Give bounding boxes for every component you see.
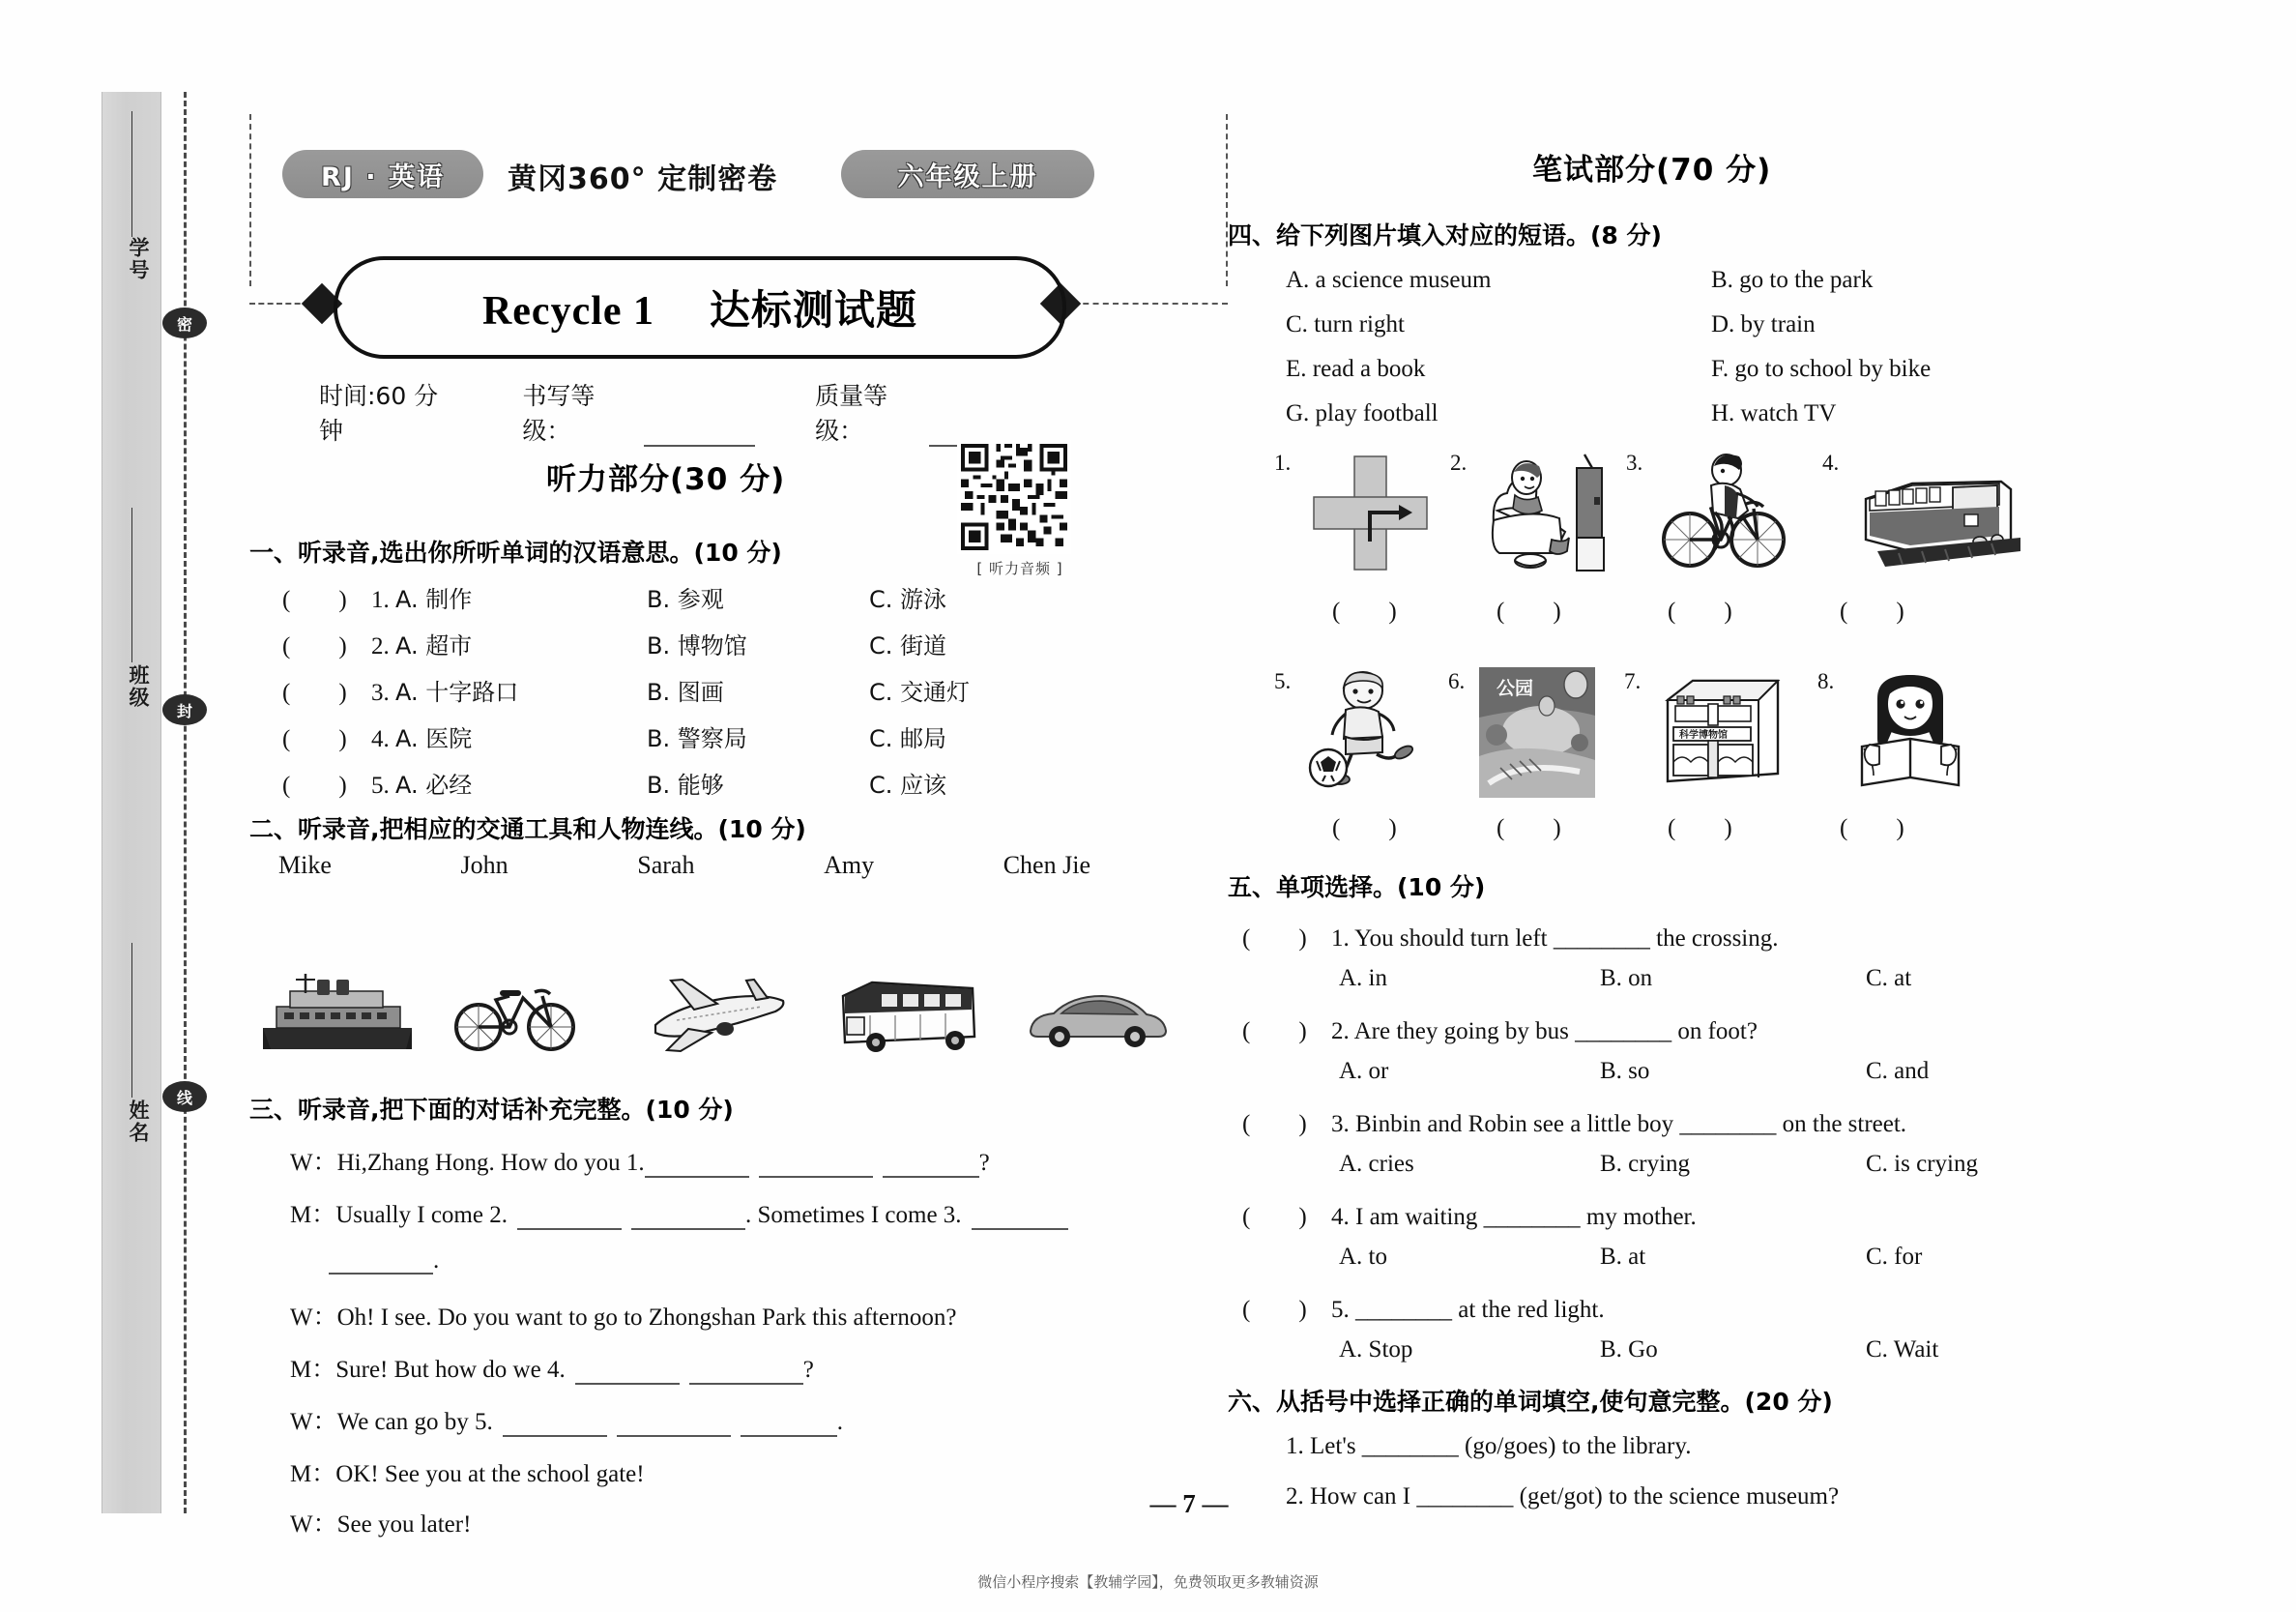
mc-q3 — [1242, 1104, 1906, 1139]
option-c[interactable]: C. is crying — [1866, 1151, 1978, 1177]
sec4-option-d[interactable]: D. by train — [1711, 311, 1816, 337]
seal-dot-feng: 封 — [162, 694, 207, 725]
blank-5a[interactable] — [503, 1414, 607, 1437]
picture-2-answer-bracket[interactable]: ( ) — [1497, 599, 1561, 625]
park-photo-image[interactable] — [1479, 667, 1595, 798]
option-a[interactable]: A. 医院 — [395, 725, 473, 752]
picture-6-number: 6. — [1448, 669, 1466, 693]
option-b[interactable]: B. so — [1600, 1058, 1650, 1084]
name-john[interactable]: John — [460, 851, 509, 879]
reading-book-image[interactable] — [1848, 671, 1974, 792]
q-number: 5. — [371, 773, 390, 799]
option-c[interactable]: C. Wait — [1866, 1336, 1939, 1363]
written-section-4-heading: 四、给下列图片填入对应的短语。(8 分) — [1228, 221, 1662, 249]
sec4-option-b[interactable]: B. go to the park — [1711, 267, 1874, 293]
mc-q5-options — [1339, 1336, 2112, 1363]
exam-title-en: Recycle 1 — [481, 289, 655, 334]
listening-audio-qr[interactable] — [957, 440, 1083, 578]
option-b[interactable]: B. at — [1600, 1244, 1646, 1270]
mc-q4-options — [1339, 1244, 2112, 1271]
riding-bike-image[interactable] — [1661, 453, 1787, 573]
dialogue-line-5: W：We can go by 5. . — [290, 1409, 843, 1435]
answer-bracket[interactable]: ( ) — [1242, 925, 1307, 952]
dialogue-line-4: M：Sure! But how do we 4. ? — [290, 1357, 814, 1383]
blank-1c[interactable] — [883, 1155, 979, 1178]
exam-title-cn: 达标测试题 — [710, 286, 918, 334]
dialogue-text: M：Usually I come 2. — [290, 1202, 508, 1228]
svg-text:科学博物馆: 科学博物馆 — [1679, 730, 1728, 741]
seal-label-name: 姓名 — [127, 1099, 150, 1144]
option-a[interactable]: A. 制作 — [395, 586, 473, 613]
option-b[interactable]: B. crying — [1600, 1151, 1691, 1177]
blank-4a[interactable] — [575, 1362, 680, 1385]
seal-dot-mi: 密 — [162, 308, 207, 338]
written-section-6-heading: 六、从括号中选择正确的单词填空,使句意完整。(20 分) — [1228, 1388, 1833, 1416]
option-c[interactable]: C. 交通灯 — [869, 679, 971, 706]
watching-tv-image[interactable] — [1484, 453, 1605, 573]
picture-5-number: 5. — [1274, 669, 1292, 693]
answer-bracket[interactable]: ( ) — [1242, 1204, 1307, 1230]
car-image[interactable] — [1025, 988, 1170, 1048]
seal-dashed-line — [184, 92, 187, 1513]
name-chen-jie[interactable]: Chen Jie — [1003, 851, 1090, 879]
option-b[interactable]: B. 图画 — [647, 679, 724, 706]
listening-q3-row — [282, 673, 1056, 716]
banner-dash-right — [1073, 303, 1228, 305]
subject-pill: RJ · 英语 — [282, 150, 483, 198]
blank-2b[interactable] — [631, 1207, 745, 1230]
option-c[interactable]: C. for — [1866, 1244, 1923, 1270]
airplane-image[interactable] — [638, 975, 793, 1054]
listening-q4-row — [282, 719, 1056, 762]
playing-football-image[interactable] — [1307, 671, 1433, 792]
listening-q2-row — [282, 627, 1056, 669]
q-number: 2. — [371, 633, 390, 659]
name-amy[interactable]: Amy — [824, 851, 875, 879]
science-museum-building-image[interactable] — [1658, 671, 1788, 792]
picture-8-number: 8. — [1817, 669, 1835, 693]
footer-ad-text: 微信小程序搜索【教辅学园】，免费领取更多教辅资源 — [977, 1573, 1319, 1591]
option-b[interactable]: B. 参观 — [647, 586, 724, 613]
ship-image[interactable] — [261, 972, 416, 1054]
listening-q5-row — [282, 766, 1056, 808]
brand-title: 黄冈360° 定制密卷 — [508, 162, 778, 196]
name-sarah[interactable]: Sarah — [637, 851, 695, 879]
writing-grade-blank[interactable] — [644, 420, 755, 447]
sec4-option-f[interactable]: F. go to school by bike — [1711, 356, 1932, 382]
written-section-5-heading: 五、单项选择。(10 分) — [1228, 873, 1486, 901]
picture-7-answer-bracket[interactable]: ( ) — [1668, 815, 1732, 841]
q-number: 3. — [371, 680, 390, 706]
seal-label-class: 班级 — [127, 664, 150, 709]
dialogue-text: M：Sure! But how do we 4. — [290, 1357, 566, 1383]
blank-3b[interactable] — [329, 1251, 433, 1275]
writing-grade-label: 书写等级： — [522, 382, 596, 445]
answer-bracket[interactable]: ( ) — [1242, 1297, 1307, 1323]
option-a[interactable]: A. to — [1339, 1244, 1387, 1270]
seal-dot-xian: 线 — [162, 1081, 207, 1112]
dialogue-line-1: W：Hi,Zhang Hong. How do you 1. ? — [290, 1150, 990, 1176]
qr-caption: [ 听力音频 ] — [976, 560, 1063, 577]
exam-meta-row — [319, 377, 1034, 447]
mc-q1 — [1242, 919, 1779, 953]
mc-q4 — [1242, 1197, 1697, 1232]
q-text: 2. Are they going by bus ________ on foot? — [1331, 1018, 1758, 1044]
picture-3-answer-bracket[interactable]: ( ) — [1668, 599, 1732, 625]
q-text: 4. I am waiting ________ my mother. — [1331, 1204, 1697, 1230]
option-c[interactable]: C. 游泳 — [869, 586, 947, 613]
exam-time-label: 时间:60 分钟 — [319, 382, 439, 445]
svg-text:公园: 公园 — [1497, 678, 1534, 699]
blank-4b[interactable] — [689, 1362, 803, 1385]
option-a[interactable]: A. 超市 — [395, 632, 473, 659]
option-b[interactable]: B. 博物馆 — [647, 632, 747, 659]
option-a[interactable]: A. 必经 — [395, 772, 473, 799]
q-text: 1. You should turn left ________ the crossing. — [1331, 925, 1779, 952]
dialogue-line-2-cont: . — [329, 1247, 439, 1275]
blank-5b[interactable] — [617, 1414, 731, 1437]
answer-bracket[interactable]: ( ) — [282, 587, 347, 613]
picture-2-number: 2. — [1450, 451, 1468, 475]
sec4-option-a[interactable]: A. a science museum — [1286, 267, 1492, 293]
option-b[interactable]: B. 能够 — [647, 772, 724, 799]
option-c[interactable]: C. 邮局 — [869, 725, 947, 752]
mc-q2-options — [1339, 1058, 2112, 1085]
qr-code-icon[interactable] — [957, 440, 1071, 554]
listening-section-3-heading: 三、听录音,把下面的对话补充完整。(10 分) — [249, 1096, 734, 1124]
dialogue-line-6: M：OK! See you at the school gate! — [290, 1461, 645, 1487]
q-number: 4. — [371, 726, 390, 752]
dialogue-text: W：Hi,Zhang Hong. How do you 1. — [290, 1150, 645, 1176]
option-c[interactable]: C. 街道 — [869, 632, 947, 659]
page-number: — 7 — — [1149, 1489, 1229, 1518]
answer-bracket[interactable]: ( ) — [282, 726, 347, 752]
option-b[interactable]: B. Go — [1600, 1336, 1658, 1363]
answer-bracket[interactable]: ( ) — [1242, 1018, 1307, 1044]
listening-part-title: 听力部分(30 分) — [546, 462, 786, 497]
picture-8-answer-bracket[interactable]: ( ) — [1840, 815, 1904, 841]
written-part-title: 笔试部分(70 分) — [1532, 153, 1772, 188]
picture-7-number: 7. — [1624, 669, 1642, 693]
option-b[interactable]: B. on — [1600, 965, 1653, 991]
dialogue-line-7: W：See you later! — [290, 1511, 472, 1538]
header-dash-right — [1226, 114, 1228, 286]
grade-pill: 六年级上册 — [841, 150, 1094, 198]
fill-q1[interactable]: 1. Let's ________ (go/goes) to the library. — [1286, 1433, 1692, 1459]
option-a[interactable]: A. or — [1339, 1058, 1389, 1084]
blank-5c[interactable] — [741, 1414, 837, 1437]
name-mike[interactable]: Mike — [278, 851, 332, 879]
blank-2a[interactable] — [517, 1207, 622, 1230]
option-c[interactable]: C. and — [1866, 1058, 1930, 1084]
blank-3a[interactable] — [972, 1207, 1068, 1230]
mc-q1-options — [1339, 965, 2112, 992]
picture-4-number: 4. — [1822, 451, 1840, 475]
bicycle-image[interactable] — [450, 977, 580, 1052]
option-b[interactable]: B. 警察局 — [647, 725, 747, 752]
fill-q2[interactable]: 2. How can I ________ (get/got) to the science museum? — [1286, 1483, 1840, 1509]
sec4-option-h[interactable]: H. watch TV — [1711, 400, 1837, 426]
option-a[interactable]: A. in — [1339, 965, 1387, 991]
quality-grade-label: 质量等级： — [815, 382, 888, 445]
sec4-option-e[interactable]: E. read a book — [1286, 356, 1426, 382]
picture-5-answer-bracket[interactable]: ( ) — [1332, 815, 1397, 841]
dialogue-text-mid: . Sometimes I come 3. — [744, 1202, 962, 1228]
listening-section-1-heading: 一、听录音,选出你所听单词的汉语意思。(10 分) — [249, 539, 782, 567]
answer-bracket[interactable]: ( ) — [282, 680, 347, 706]
answer-bracket[interactable]: ( ) — [282, 773, 347, 799]
header-dash-left — [249, 114, 251, 286]
listening-q1-row — [282, 580, 1056, 623]
q-text: 5. ________ at the red light. — [1331, 1297, 1605, 1323]
seal-line-strip — [102, 92, 161, 1513]
seal-label-student-id: 学号 — [127, 237, 150, 281]
mc-q3-options — [1339, 1151, 2112, 1178]
blank-1b[interactable] — [759, 1155, 873, 1178]
listening-section-2-heading: 二、听录音,把相应的交通工具和人物连线。(10 分) — [249, 815, 806, 843]
listening-names-row — [278, 851, 1090, 880]
crossroad-turn-right-image[interactable] — [1310, 453, 1431, 573]
dialogue-text: W：We can go by 5. — [290, 1409, 493, 1435]
picture-3-number: 3. — [1626, 451, 1643, 475]
option-a[interactable]: A. Stop — [1339, 1336, 1413, 1363]
q-text: 3. Binbin and Robin see a little boy ________ on the street. — [1331, 1111, 1907, 1137]
picture-1-answer-bracket[interactable]: ( ) — [1332, 599, 1397, 625]
picture-6-answer-bracket[interactable]: ( ) — [1497, 815, 1561, 841]
q-number: 1. — [371, 587, 390, 613]
sec4-option-g[interactable]: G. play football — [1286, 400, 1439, 426]
bus-image[interactable] — [831, 973, 981, 1056]
dialogue-line-2 — [290, 1195, 1068, 1230]
mc-q5 — [1242, 1290, 1605, 1325]
answer-bracket[interactable]: ( ) — [1242, 1111, 1307, 1137]
option-c[interactable]: C. 应该 — [869, 772, 947, 799]
sec4-option-c[interactable]: C. turn right — [1286, 311, 1405, 337]
blank-1a[interactable] — [645, 1155, 749, 1178]
exam-title-banner — [334, 256, 1066, 359]
train-image[interactable] — [1856, 462, 2020, 573]
answer-bracket[interactable]: ( ) — [282, 633, 347, 659]
picture-4-answer-bracket[interactable]: ( ) — [1840, 599, 1904, 625]
option-a[interactable]: A. 十字路口 — [395, 679, 519, 706]
mc-q2 — [1242, 1011, 1758, 1046]
listening-vehicles-row — [261, 967, 1102, 1059]
dialogue-line-3: W：Oh! I see. Do you want to go to Zhongshan Park this afternoon? — [290, 1304, 957, 1331]
picture-1-number: 1. — [1274, 451, 1292, 475]
option-a[interactable]: A. cries — [1339, 1151, 1414, 1177]
option-c[interactable]: C. at — [1866, 965, 1912, 991]
